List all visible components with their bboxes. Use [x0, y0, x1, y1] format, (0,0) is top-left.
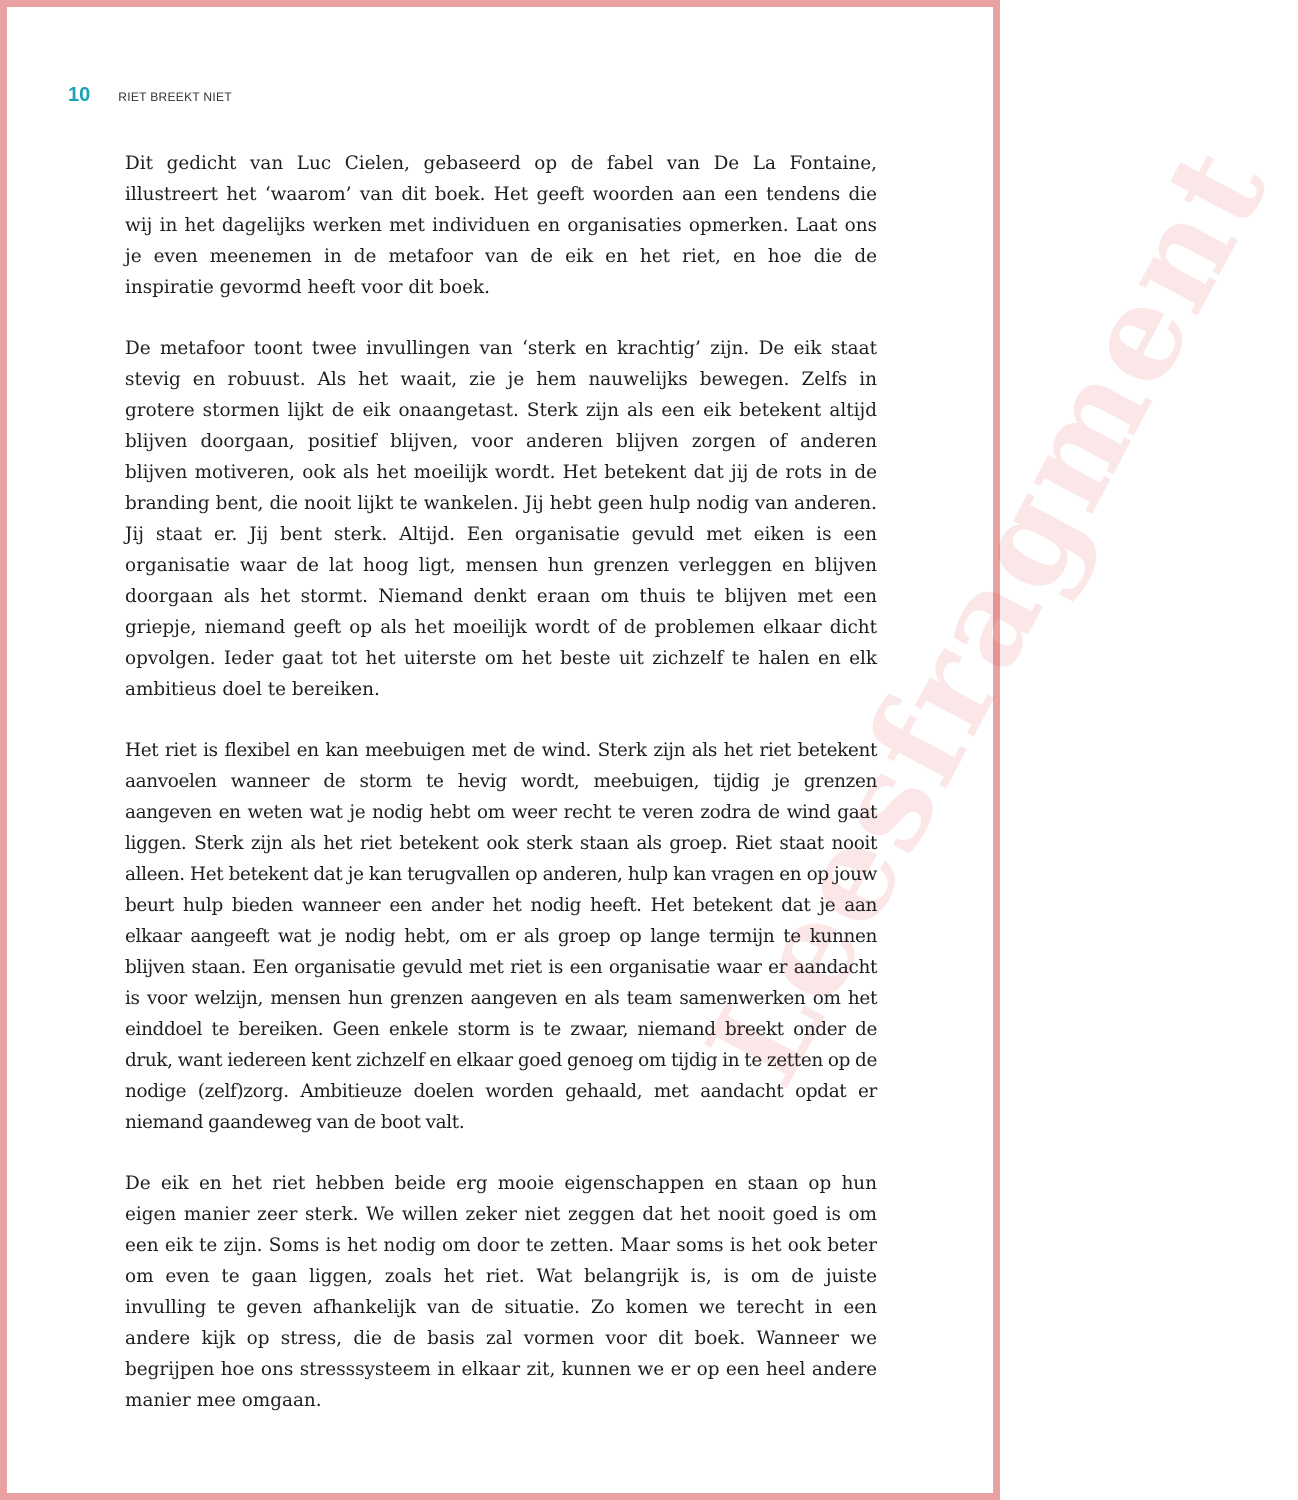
paragraph: De eik en het riet hebben beide erg mooie eigenschappen en staan op hun eigen manier zeer sterk. We willen zeker niet zeggen dat het nooit goed is om een eik te zijn. Soms is het nodig om door te zetten. Maar soms is het ook beter om even te gaan liggen, zoals het riet. Wat belangrijk is, is om de juiste invulling te geven afhankelijk van de situatie. Zo komen we terecht in een andere kijk op stress, die de basis zal vormen voor dit boek. Wanneer we begrijpen hoe ons stresssysteem in elkaar zit, kunnen we er op een heel andere manier mee omgaan. — [125, 1173, 877, 1411]
watermark: Leesfragment — [678, 122, 1298, 1108]
paragraph: Dit gedicht van Luc Cielen, gebaseerd op de fabel van De La Fontaine, illustreert het ‘waarom’ van dit boek. Het geeft woorden aan een tendens die wij in het dagelijks werken met individuen en organisaties opmerken. Laat ons je even meenemen in de metafoor van de eik en het riet, en hoe die de inspiratie gevormd heeft voor dit boek. — [125, 153, 877, 298]
page-header — [68, 84, 232, 108]
paragraph: Het riet is flexibel en kan meebuigen met de wind. Sterk zijn als het riet betekent aanvoelen wanneer de storm te hevig wordt, meebuigen, tijdig je grenzen aangeven en weten wat je nodig hebt om weer recht te veren zodra de wind gaat liggen. Sterk zijn als het riet betekent ook sterk staan als groep. Riet staat nooit alleen. Het betekent dat je kan terugvallen op anderen, hulp kan vragen en op jouw beurt hulp bieden wanneer een ander het nodig heeft. Het betekent dat je aan elkaar aangeeft wat je nodig hebt, om er als groep op lange termijn te kunnen blijven staan. Een organisatie gevuld met riet is een organisatie waar er aandacht is voor welzijn, mensen hun grenzen aangeven en als team samenwerken om het einddoel te bereiken. Geen enkele storm is te zwaar, niemand breekt onder de druk, want iedereen kent zichzelf en elkaar goed genoeg om tijdig in te zetten op de nodige (zelf)zorg. Ambitieuze doelen worden gehaald, met aandacht opdat er niemand gaandeweg van de boot valt. — [125, 740, 877, 1133]
body-text — [125, 148, 877, 1446]
paragraph: De metafoor toont twee invullingen van ‘sterk en krachtig’ zijn. De eik staat stevig en robuust. Als het waait, zie je hem nauwelijks bewegen. Zelfs in grotere stormen lijkt de eik onaangetast. Sterk zijn als een eik betekent altijd blijven doorgaan, positief blijven, voor anderen blijven zorgen of anderen blijven motiveren, ook als het moeilijk wordt. Het betekent dat jij de rots in de branding bent, die nooit lijkt te wankelen. Jij hebt geen hulp nodig van anderen. Jij staat er. Jij bent sterk. Altijd. Een organisatie gevuld met eiken is een organisatie waar de lat hoog ligt, mensen hun grenzen verleggen en blijven doorgaan als het stormt. Niemand denkt eraan om thuis te blijven met een griepje, niemand geeft op als het moeilijk wordt of de problemen elkaar dicht opvolgen. Ieder gaat tot het uiterste om het beste uit zichzelf te halen en elk ambitieus doel te bereiken. — [125, 338, 877, 700]
page-number: 10 — [68, 84, 91, 106]
running-head: RIET BREEKT NIET — [118, 90, 232, 104]
